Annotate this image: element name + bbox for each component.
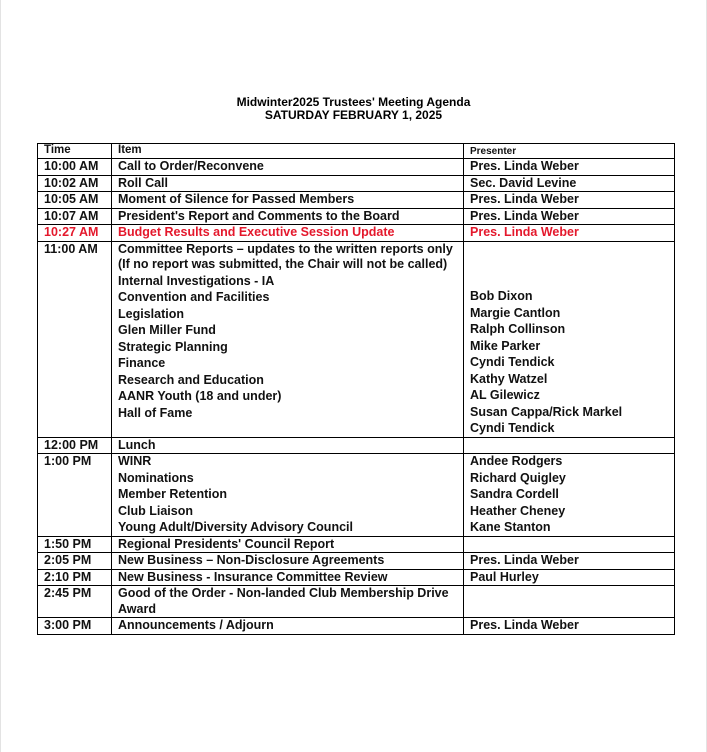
agenda-presenter-cell: [464, 586, 675, 618]
agenda-time: 12:00 PM: [38, 437, 112, 454]
agenda-presenter: Heather Cheney: [470, 503, 566, 518]
agenda-item-cell: [112, 225, 464, 242]
agenda-item: Committee Reports – updates to the written reports only (If no report was submitted, the Chair will not be called): [118, 241, 453, 271]
agenda-item-cell: [112, 208, 464, 225]
agenda-item-cell: [112, 586, 464, 618]
agenda-presenter-cell: [464, 208, 675, 225]
agenda-item: Moment of Silence for Passed Members: [118, 192, 355, 206]
agenda-presenter: Ralph Collinson: [470, 322, 566, 336]
agenda-presenter-cell: [464, 536, 675, 553]
agenda-presenter-cell: [464, 241, 675, 437]
agenda-row: [38, 553, 675, 570]
agenda-item: New Business - Insurance Committee Review: [118, 569, 388, 584]
agenda-presenter: [470, 438, 674, 454]
agenda-presenter: Susan Cappa/Rick Markel: [470, 404, 623, 419]
agenda-item: Budget Results and Executive Session Update: [118, 225, 395, 239]
agenda-item: New Business – Non-Disclosure Agreements: [118, 553, 385, 567]
agenda-item: Legislation: [118, 306, 184, 321]
agenda-table: [37, 143, 675, 635]
agenda-presenter-cell: [464, 553, 675, 570]
agenda-presenter-cell: [464, 569, 675, 586]
agenda-presenter: Pres. Linda Weber: [470, 553, 579, 567]
agenda-item: Good of the Order - Non-landed Club Membership Drive Award: [118, 586, 449, 616]
agenda-row: [38, 536, 675, 553]
item-header: Item: [112, 144, 464, 159]
agenda-item-cell: [112, 437, 464, 454]
agenda-presenter: [470, 537, 674, 553]
agenda-item: Club Liaison: [118, 503, 193, 518]
agenda-presenter-cell: [464, 192, 675, 209]
agenda-row: [38, 175, 675, 192]
agenda-item: Hall of Fame: [118, 405, 193, 420]
agenda-row: [38, 208, 675, 225]
agenda-item-cell: [112, 536, 464, 553]
agenda-presenter: Kane Stanton: [470, 520, 551, 534]
agenda-row: [38, 159, 675, 176]
agenda-item: Finance: [118, 356, 166, 370]
agenda-item: Roll Call: [118, 175, 169, 190]
agenda-presenter-cell: [464, 454, 675, 537]
agenda-presenter-cell: [464, 175, 675, 192]
agenda-presenter: Pres. Linda Weber: [470, 618, 579, 632]
agenda-item-cell: [112, 454, 464, 537]
agenda-item: President's Report and Comments to the Board: [118, 208, 400, 223]
agenda-presenter: Margie Cantlon: [470, 305, 561, 320]
agenda-time: 1:00 PM: [38, 454, 112, 537]
agenda-item: Research and Education: [118, 372, 264, 387]
agenda-header-row: [38, 144, 675, 159]
agenda-presenter: Andee Rodgers: [470, 454, 563, 468]
agenda-presenter: Pres. Linda Weber: [470, 159, 579, 173]
agenda-row: [38, 241, 675, 437]
agenda-presenter: Kathy Watzel: [470, 371, 548, 386]
agenda-row: [38, 225, 675, 242]
agenda-presenter: Bob Dixon: [470, 289, 533, 303]
agenda-presenter: Sandra Cordell: [470, 487, 559, 501]
agenda-item: Lunch: [118, 437, 156, 452]
agenda-date: SATURDAY FEBRUARY 1, 2025: [264, 108, 443, 122]
agenda-presenter-cell: [464, 225, 675, 242]
agenda-item-cell: [112, 241, 464, 437]
agenda-item-cell: [112, 618, 464, 635]
agenda-time: 1:50 PM: [38, 536, 112, 553]
agenda-time: 2:05 PM: [38, 553, 112, 570]
agenda-row: [38, 192, 675, 209]
agenda-presenter: AL Gilewicz: [470, 388, 540, 402]
agenda-time: 10:27 AM: [38, 225, 112, 242]
time-header: Time: [38, 144, 112, 159]
agenda-time: 2:10 PM: [38, 569, 112, 586]
agenda-presenter: Pres. Linda Weber: [470, 225, 579, 239]
agenda-item: WINR: [118, 454, 152, 468]
agenda-presenter: [470, 242, 674, 289]
agenda-item: Young Adult/Diversity Advisory Council: [118, 520, 353, 534]
agenda-item: Regional Presidents' Council Report: [118, 536, 335, 551]
agenda-item: Glen Miller Fund: [118, 323, 216, 337]
agenda-row: [38, 437, 675, 454]
agenda-presenter-cell: [464, 618, 675, 635]
agenda-item: Strategic Planning: [118, 339, 228, 354]
agenda-presenter: Richard Quigley: [470, 470, 566, 485]
agenda-title: Midwinter2025 Trustees' Meeting Agenda: [236, 95, 471, 109]
agenda-item: Announcements / Adjourn: [118, 618, 274, 632]
agenda-presenter: Mike Parker: [470, 338, 541, 353]
agenda-item-cell: [112, 192, 464, 209]
agenda-item: Member Retention: [118, 487, 228, 501]
agenda-presenter: Pres. Linda Weber: [470, 208, 579, 223]
agenda-row: [38, 618, 675, 635]
agenda-time: 3:00 PM: [38, 618, 112, 635]
agenda-row: [38, 569, 675, 586]
agenda-presenter-cell: [464, 437, 675, 454]
agenda-time: 10:05 AM: [38, 192, 112, 209]
agenda-presenter: Pres. Linda Weber: [470, 192, 579, 206]
presenter-header: Presenter: [464, 144, 675, 159]
agenda-item: AANR Youth (18 and under): [118, 389, 282, 403]
agenda-item: Call to Order/Reconvene: [118, 159, 264, 173]
agenda-presenter: [470, 586, 674, 602]
agenda-presenter: Paul Hurley: [470, 569, 539, 584]
agenda-time: 11:00 AM: [38, 241, 112, 437]
agenda-item: Convention and Facilities: [118, 290, 270, 304]
agenda-time: 10:00 AM: [38, 159, 112, 176]
agenda-time: 10:07 AM: [38, 208, 112, 225]
agenda-presenter: Cyndi Tendick: [470, 355, 555, 369]
agenda-item: Internal Investigations - IA: [118, 273, 275, 288]
agenda-presenter: Sec. David Levine: [470, 175, 577, 190]
agenda-presenter-cell: [464, 159, 675, 176]
agenda-item-cell: [112, 569, 464, 586]
agenda-time: 2:45 PM: [38, 586, 112, 618]
agenda-item-cell: [112, 553, 464, 570]
document-page: [1, 0, 706, 752]
agenda-row: [38, 454, 675, 537]
agenda-item-cell: [112, 175, 464, 192]
agenda-item: Nominations: [118, 470, 194, 485]
agenda-body: [38, 159, 675, 635]
agenda-item-cell: [112, 159, 464, 176]
agenda-row: [38, 586, 675, 618]
agenda-time: 10:02 AM: [38, 175, 112, 192]
agenda-presenter: Cyndi Tendick: [470, 421, 555, 435]
